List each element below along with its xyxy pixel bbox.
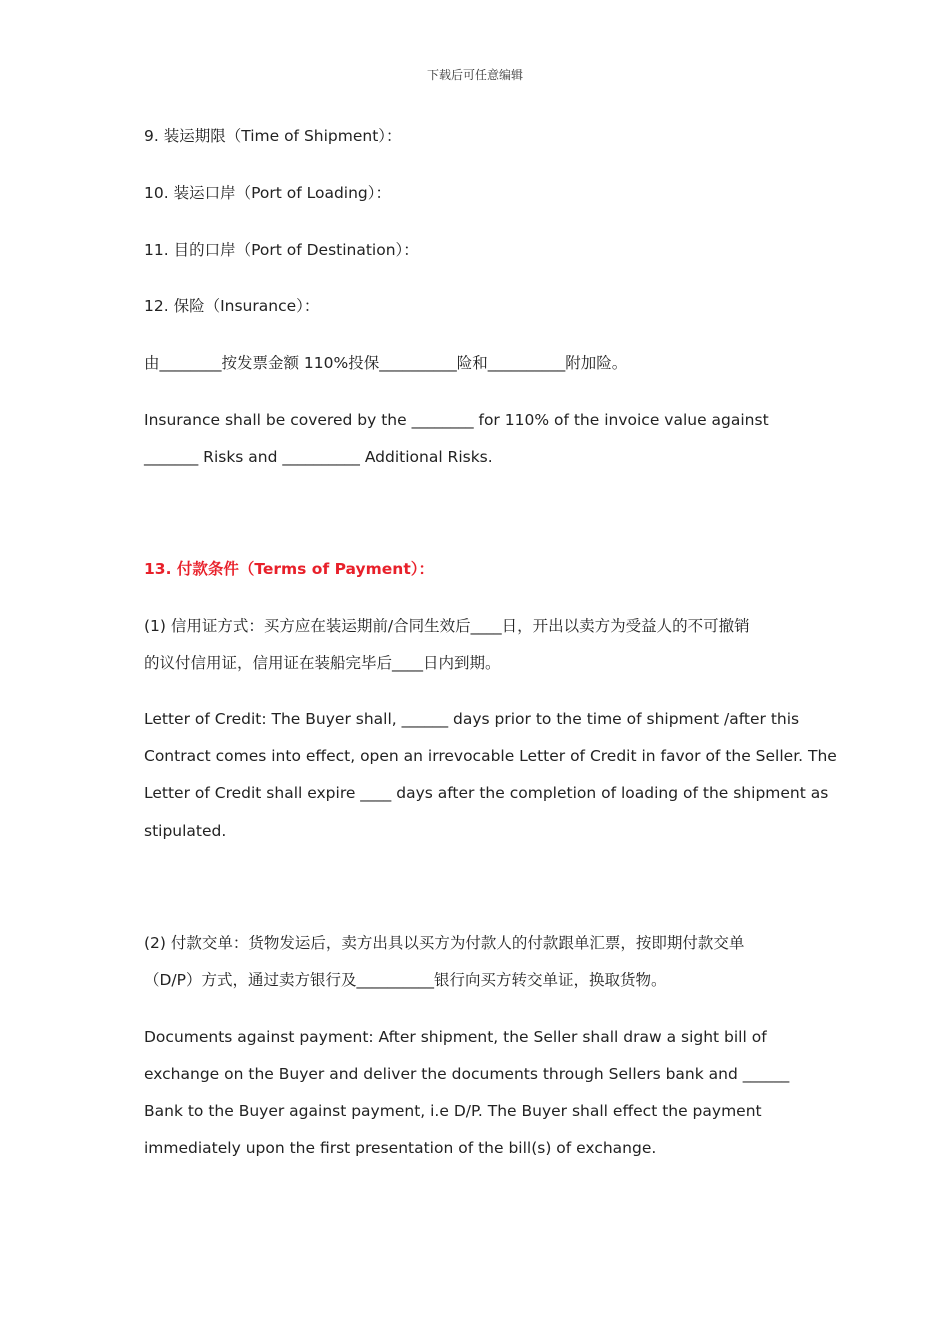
item-10-port-of-loading: 10. 装运口岸（Port of Loading）： bbox=[144, 184, 392, 202]
letter-of-credit-en-line-3: Letter of Credit shall expire ____ days after the completion of loading of the shipment as bbox=[144, 784, 829, 802]
documents-against-payment-en-line-1: Documents against payment: After shipment, the Seller shall draw a sight bill of bbox=[144, 1028, 767, 1046]
section-13-heading: 13. 付款条件（Terms of Payment）： bbox=[144, 560, 434, 578]
letter-of-credit-en-line-1: Letter of Credit: The Buyer shall, ______ days prior to the time of shipment /after this bbox=[144, 710, 800, 728]
item-9-time-of-shipment: 9. 装运期限（Time of Shipment）： bbox=[144, 127, 402, 145]
item-12-insurance: 12. 保险（Insurance）： bbox=[144, 297, 320, 315]
letter-of-credit-en-line-4: stipulated. bbox=[144, 822, 227, 840]
insurance-clause-en-line-1: Insurance shall be covered by the ________ for 110% of the invoice value against bbox=[144, 411, 769, 429]
letter-of-credit-en-line-2: Contract comes into effect, open an irrevocable Letter of Credit in favor of the Seller. The bbox=[144, 747, 837, 765]
documents-against-payment-cn-line-2: （D/P）方式，通过卖方银行及__________银行向买方转交单证，换取货物。 bbox=[144, 971, 667, 989]
page-header: 下载后可任意编辑 bbox=[426, 68, 523, 82]
documents-against-payment-en-line-3: Bank to the Buyer against payment, i.e D/P. The Buyer shall effect the payment bbox=[144, 1102, 762, 1120]
letter-of-credit-cn-line-2: 的议付信用证，信用证在装船完毕后____日内到期。 bbox=[144, 654, 501, 672]
letter-of-credit-cn-line-1: (1) 信用证方式：买方应在装运期前/合同生效后____日，开出以卖方为受益人的不可撤销 bbox=[144, 617, 750, 635]
insurance-clause-en-line-2: _______ Risks and __________ Additional Risks. bbox=[144, 448, 493, 466]
documents-against-payment-en-line-2: exchange on the Buyer and deliver the documents through Sellers bank and ______ bbox=[144, 1065, 790, 1083]
insurance-clause-cn: 由________按发票金额 110%投保__________险和__________附加险。 bbox=[144, 354, 628, 372]
documents-against-payment-cn-line-1: (2) 付款交单：货物发运后，卖方出具以买方为付款人的付款跟单汇票，按即期付款交单 bbox=[144, 934, 745, 952]
item-11-port-of-destination: 11. 目的口岸（Port of Destination）： bbox=[144, 241, 419, 259]
documents-against-payment-en-line-4: immediately upon the first presentation of the bill(s) of exchange. bbox=[144, 1139, 657, 1157]
